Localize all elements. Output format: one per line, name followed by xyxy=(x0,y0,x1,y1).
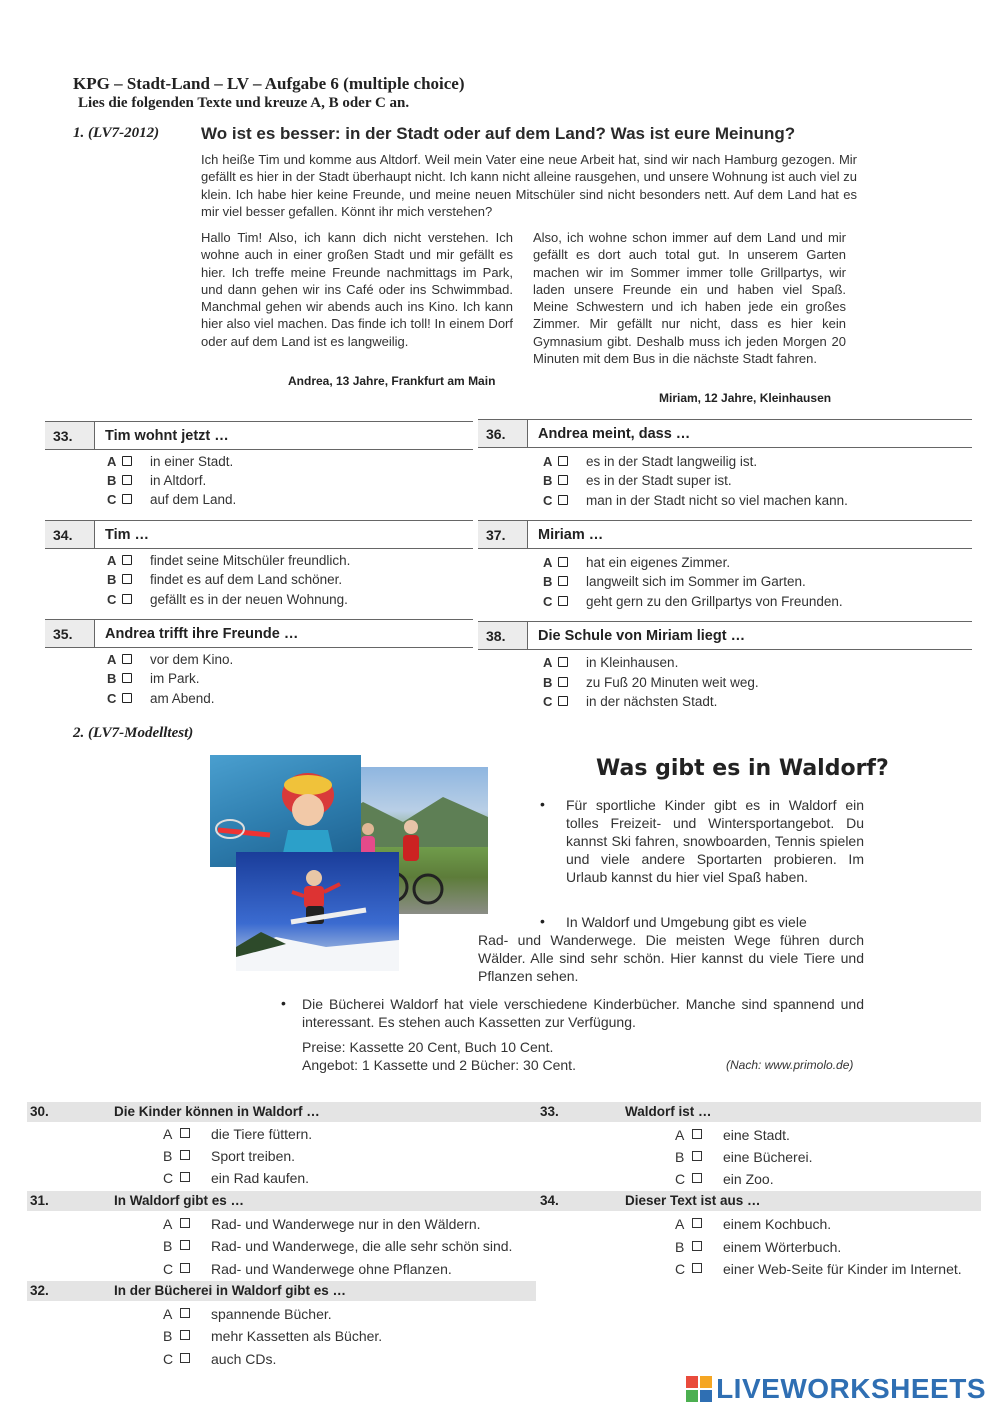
question-number: 37. xyxy=(478,521,528,548)
option-letter: B xyxy=(543,473,553,488)
question-32-band xyxy=(27,1281,536,1301)
option-letter: C xyxy=(107,592,117,607)
question-number: 32. xyxy=(30,1283,49,1298)
checkbox-icon[interactable] xyxy=(180,1353,190,1363)
question-text: Die Kinder können in Waldorf … xyxy=(114,1104,320,1119)
liveworksheets-logo-icon xyxy=(686,1376,712,1402)
checkbox-icon[interactable] xyxy=(122,673,132,683)
checkbox-icon[interactable] xyxy=(180,1308,190,1318)
part2-label: 2. (LV7-Modelltest) xyxy=(73,725,194,741)
option-text: spannende Bücher. xyxy=(211,1306,332,1322)
option-letter: A xyxy=(163,1216,173,1232)
question-text: Dieser Text ist aus … xyxy=(625,1193,761,1208)
option-letter: A xyxy=(543,555,553,570)
snowboarder-image xyxy=(236,852,399,971)
question-number: 33. xyxy=(45,422,95,449)
option-text: die Tiere füttern. xyxy=(211,1126,313,1142)
option-text: in Altdorf. xyxy=(150,473,207,488)
option-text: findet es auf dem Land schöner. xyxy=(150,572,343,587)
option-text: vor dem Kino. xyxy=(150,652,234,667)
option-letter: B xyxy=(163,1328,173,1344)
question-number: 30. xyxy=(30,1104,49,1119)
option-text: Rad- und Wanderwege nur in den Wäldern. xyxy=(211,1216,481,1232)
option-letter: B xyxy=(675,1149,685,1165)
waldorf-paths-text: Rad- und Wanderwege. Die meisten Wege führen durch Wälder. Alle sind sehr schön. Hier kannst du viele Tiere und Pflanzen sehen. xyxy=(478,932,864,984)
part1-heading: Wo ist es besser: in der Stadt oder auf dem Land? Was ist eure Meinung? xyxy=(201,124,796,143)
option-text: langweilt sich im Sommer im Garten. xyxy=(586,574,806,589)
option-text: gefällt es in der neuen Wohnung. xyxy=(150,592,348,607)
question-38-header xyxy=(478,621,972,650)
option-letter: C xyxy=(163,1170,174,1186)
checkbox-icon[interactable] xyxy=(558,576,568,586)
checkbox-icon[interactable] xyxy=(692,1241,702,1251)
option-text: hat ein eigenes Zimmer. xyxy=(586,555,731,570)
option-text: in einer Stadt. xyxy=(150,454,234,469)
checkbox-icon[interactable] xyxy=(558,475,568,485)
prices-line: Preise: Kassette 20 Cent, Buch 10 Cent. xyxy=(302,1039,554,1055)
option-text: einer Web-Seite für Kinder im Internet. xyxy=(723,1261,962,1277)
option-letter: C xyxy=(675,1171,686,1187)
worksheet-instruction: Lies die folgenden Texte und kreuze A, B oder C an. xyxy=(78,95,410,111)
checkbox-icon[interactable] xyxy=(122,654,132,664)
checkbox-icon[interactable] xyxy=(180,1218,190,1228)
tim-text: Ich heiße Tim und komme aus Altdorf. Weil mein Vater eine neue Arbeit hat, sind wir nach Hamburg gezogen. Mir gefällt es hier in der Stadt überhaupt nicht. Ich kann nicht alleine rausgehen, und unsere Wohnung ist auch viel zu klein. Ich habe hier keine Freunde, und meine neuen Mitschüler sind nicht besonders nett. Auf dem Land hat es mir viel besser gefallen. Könnt ihr mich verstehen? xyxy=(201,152,857,219)
offer-line: Angebot: 1 Kassette und 2 Bücher: 30 Cent. xyxy=(302,1057,576,1073)
option-text: Rad- und Wanderwege ohne Pflanzen. xyxy=(211,1261,452,1277)
checkbox-icon[interactable] xyxy=(558,495,568,505)
part2-heading: Was gibt es in Waldorf? xyxy=(596,756,889,781)
checkbox-icon[interactable] xyxy=(692,1173,702,1183)
checkbox-icon[interactable] xyxy=(558,456,568,466)
miriam-signature: Miriam, 12 Jahre, Kleinhausen xyxy=(659,391,832,405)
option-letter: B xyxy=(107,473,117,488)
option-letter: A xyxy=(107,454,117,469)
question-text: Tim … xyxy=(105,526,150,543)
tennis-girl-image xyxy=(210,755,361,867)
option-letter: A xyxy=(107,553,117,568)
option-letter: C xyxy=(543,694,553,709)
question-number: 36. xyxy=(478,420,528,447)
checkbox-icon[interactable] xyxy=(558,696,568,706)
option-letter: C xyxy=(675,1261,686,1277)
worksheet-title: KPG – Stadt-Land – LV – Aufgabe 6 (multiple choice) xyxy=(73,74,465,93)
question-35-header xyxy=(45,619,473,648)
question-number: 31. xyxy=(30,1193,49,1208)
checkbox-icon[interactable] xyxy=(122,475,132,485)
andrea-text: Hallo Tim! Also, ich kann dich nicht verstehen. Ich wohne auch in einer großen Stadt und mir gefällt es hier. Ich treffe meine Freunde nachmittags im Park, und dann gehen wir ins Café oder ins Schwimmbad. Manchmal gehen wir abends auch ins Kino. Ich kann hier also viel machen. Das finde ich toll! In einem Dorf oder auf dem Land ist es langweilig. xyxy=(201,230,513,349)
option-text: eine Bücherei. xyxy=(723,1149,813,1165)
option-letter: C xyxy=(543,493,553,508)
option-letter: A xyxy=(675,1216,685,1232)
question-number: 38. xyxy=(478,622,528,649)
option-text: man in der Stadt nicht so viel machen kann. xyxy=(586,493,848,508)
checkbox-icon[interactable] xyxy=(180,1150,190,1160)
option-letter: B xyxy=(163,1148,173,1164)
logo-wordmark: LIVEWORKSHEETS xyxy=(716,1373,986,1404)
option-text: eine Stadt. xyxy=(723,1127,790,1143)
checkbox-icon[interactable] xyxy=(558,657,568,667)
checkbox-icon[interactable] xyxy=(180,1263,190,1273)
option-letter: B xyxy=(543,574,553,589)
option-text: ein Zoo. xyxy=(723,1171,774,1187)
option-letter: A xyxy=(107,652,117,667)
andrea-signature: Andrea, 13 Jahre, Frankfurt am Main xyxy=(288,374,496,388)
checkbox-icon[interactable] xyxy=(692,1218,702,1228)
bullet-icon: • xyxy=(540,913,545,929)
question-34-header xyxy=(45,520,473,549)
liveworksheets-logo[interactable] xyxy=(686,1374,986,1404)
question-number: 35. xyxy=(45,620,95,647)
option-text: es in der Stadt super ist. xyxy=(586,473,732,488)
option-text: in Kleinhausen. xyxy=(586,655,679,670)
checkbox-icon[interactable] xyxy=(558,677,568,687)
waldorf-sport-text: Für sportliche Kinder gibt es in Waldorf ein tolles Freizeit- und Wintersportangebot. Du kannst Ski fahren, snowboarden, Tennis spielen und viele andere Sportarten probieren. Im Urlaub kannst du hier viel Spaß haben. xyxy=(566,797,864,885)
question-text: Waldorf ist … xyxy=(625,1104,712,1119)
question-36-header xyxy=(478,419,972,448)
option-letter: A xyxy=(163,1306,173,1322)
bullet-icon: • xyxy=(540,796,545,812)
question-30-33-band xyxy=(27,1102,981,1122)
question-text: Andrea meint, dass … xyxy=(538,425,691,442)
checkbox-icon[interactable] xyxy=(180,1240,190,1250)
question-text: Andrea trifft ihre Freunde … xyxy=(105,625,299,642)
question-text: Miriam … xyxy=(538,526,604,543)
question-number: 34. xyxy=(45,521,95,548)
source-note: (Nach: www.primolo.de) xyxy=(726,1058,854,1072)
question-33-header xyxy=(45,421,473,450)
option-text: im Park. xyxy=(150,671,200,686)
question-number: 34. xyxy=(540,1193,559,1208)
question-text: In Waldorf gibt es … xyxy=(114,1193,244,1208)
option-letter: B xyxy=(543,675,553,690)
option-letter: C xyxy=(163,1261,174,1277)
option-letter: C xyxy=(107,691,117,706)
checkbox-icon[interactable] xyxy=(180,1128,190,1138)
checkbox-icon[interactable] xyxy=(692,1151,702,1161)
question-number: 33. xyxy=(540,1104,559,1119)
option-letter: B xyxy=(163,1238,173,1254)
option-letter: B xyxy=(107,671,117,686)
checkbox-icon[interactable] xyxy=(122,693,132,703)
checkbox-icon[interactable] xyxy=(692,1129,702,1139)
question-31-34-band xyxy=(27,1191,981,1211)
question-text: In der Bücherei in Waldorf gibt es … xyxy=(114,1283,347,1298)
option-letter: B xyxy=(107,572,117,587)
snowboard-photo xyxy=(236,852,399,971)
checkbox-icon[interactable] xyxy=(558,557,568,567)
checkbox-icon[interactable] xyxy=(122,456,132,466)
option-text: in der nächsten Stadt. xyxy=(586,694,718,709)
checkbox-icon[interactable] xyxy=(122,594,132,604)
option-text: Sport treiben. xyxy=(211,1148,296,1164)
option-text: zu Fuß 20 Minuten weit weg. xyxy=(586,675,759,690)
checkbox-icon[interactable] xyxy=(122,574,132,584)
bullet-icon: • xyxy=(281,995,286,1011)
option-letter: A xyxy=(543,454,553,469)
question-text: Die Schule von Miriam liegt … xyxy=(538,627,746,644)
checkbox-icon[interactable] xyxy=(180,1330,190,1340)
option-letter: A xyxy=(675,1127,685,1143)
option-text: auf dem Land. xyxy=(150,492,237,507)
option-text: ein Rad kaufen. xyxy=(211,1170,310,1186)
miriam-text: Also, ich wohne schon immer auf dem Land und mir gefällt es dort auch total gut. In unserem Garten machen wir im Sommer immer tolle Grillpartys, wir laden unsere Freunde ein und haben viel Spaß. Meine Schwestern und ich haben jede ein großes Zimmer. Mir gefällt nur nicht, dass es hier kein Gymnasium gibt. Deshalb muss ich jeden Morgen 20 Minuten mit dem Bus in die nächste Stadt fahren. xyxy=(533,230,846,367)
option-text: Rad- und Wanderwege, die alle sehr schön sind. xyxy=(211,1238,513,1254)
option-text: findet seine Mitschüler freundlich. xyxy=(150,553,351,568)
option-letter: C xyxy=(543,594,553,609)
checkbox-icon[interactable] xyxy=(558,596,568,606)
checkbox-icon[interactable] xyxy=(122,555,132,565)
waldorf-paths-text-first: In Waldorf und Umgebung gibt es viele xyxy=(566,914,807,930)
option-text: einem Wörterbuch. xyxy=(723,1239,842,1255)
option-text: auch CDs. xyxy=(211,1351,277,1367)
checkbox-icon[interactable] xyxy=(122,494,132,504)
option-letter: B xyxy=(675,1239,685,1255)
option-text: am Abend. xyxy=(150,691,215,706)
option-letter: C xyxy=(163,1351,174,1367)
option-letter: C xyxy=(107,492,117,507)
question-text: Tim wohnt jetzt … xyxy=(105,427,229,444)
option-text: es in der Stadt langweilig ist. xyxy=(586,454,758,469)
option-text: geht gern zu den Grillpartys von Freunden. xyxy=(586,594,843,609)
option-letter: A xyxy=(163,1126,173,1142)
tennis-photo xyxy=(210,755,361,867)
part1-label: 1. (LV7-2012) xyxy=(73,125,160,141)
question-37-header xyxy=(478,520,972,549)
option-text: einem Kochbuch. xyxy=(723,1216,832,1232)
waldorf-library-text: Die Bücherei Waldorf hat viele verschiedene Kinderbücher. Manche sind spannend und interessant. Es stehen auch Kassetten zur Verfügung. xyxy=(302,996,864,1030)
checkbox-icon[interactable] xyxy=(180,1172,190,1182)
option-letter: A xyxy=(543,655,553,670)
option-text: mehr Kassetten als Bücher. xyxy=(211,1328,383,1344)
checkbox-icon[interactable] xyxy=(692,1263,702,1273)
